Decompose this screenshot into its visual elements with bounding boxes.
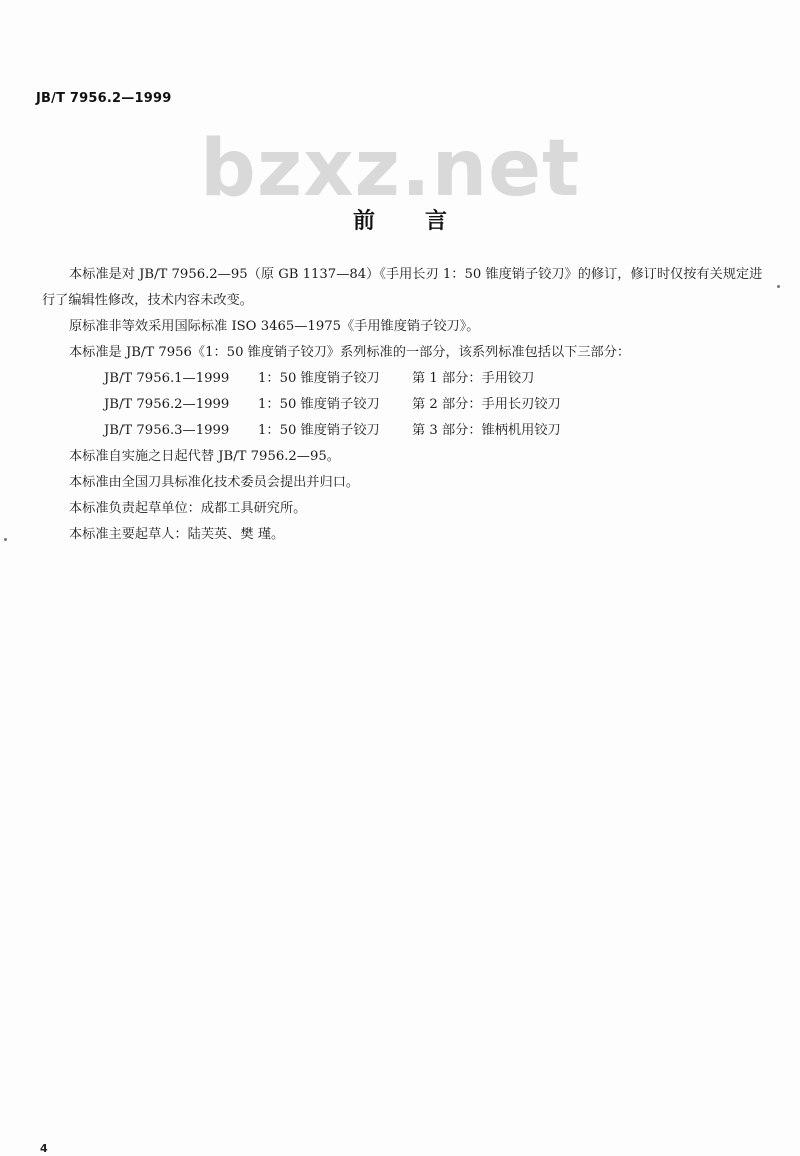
list-item: [42, 418, 774, 444]
watermark: bzxz.net: [200, 124, 581, 214]
series-name: 1：50 锥度销子铰刀: [258, 371, 380, 386]
series-code: JB/T 7956.1—1999: [104, 371, 230, 386]
series-part: 第 1 部分：手用铰刀: [412, 371, 535, 386]
series-list: [42, 366, 774, 444]
paragraph-drafting-unit: 本标准负责起草单位：成都工具研究所。: [69, 501, 307, 516]
scan-speck: [777, 285, 780, 288]
scan-speck: [4, 538, 7, 541]
list-item: [42, 366, 774, 392]
page-number: 4: [40, 1142, 48, 1155]
paragraph-drafters: 本标准主要起草人：陆芙英、樊 瑾。: [69, 527, 285, 542]
paragraph-revision: 本标准是对 JB/T 7956.2—95（原 GB 1137—84）《手用长刃 1：50 锥度销子铰刀》的修订，修订时仅按有关规定进行了编辑性修改，技术内容未改变。: [42, 267, 763, 308]
standard-code: JB/T 7956.2—1999: [36, 91, 172, 106]
paragraph-committee: 本标准由全国刀具标准化技术委员会提出并归口。: [69, 475, 360, 490]
list-item: [42, 392, 774, 418]
series-name: 1：50 锥度销子铰刀: [258, 397, 380, 412]
foreword-body: [42, 262, 774, 548]
series-name: 1：50 锥度销子铰刀: [258, 423, 380, 438]
series-part: 第 3 部分：锥柄机用铰刀: [412, 423, 561, 438]
paragraph-iso-reference: 原标准非等效采用国际标准 ISO 3465—1975《手用锥度销子铰刀》。: [69, 319, 480, 334]
series-code: JB/T 7956.3—1999: [104, 423, 230, 438]
series-code: JB/T 7956.2—1999: [104, 397, 230, 412]
page-title: 前言: [352, 209, 497, 234]
paragraph-series-intro: 本标准是 JB/T 7956《1：50 锥度销子铰刀》系列标准的一部分，该系列标准包括以下三部分：: [69, 345, 631, 360]
series-part: 第 2 部分：手用长刃铰刀: [412, 397, 561, 412]
paragraph-replacement: 本标准自实施之日起代替 JB/T 7956.2—95。: [69, 449, 340, 464]
